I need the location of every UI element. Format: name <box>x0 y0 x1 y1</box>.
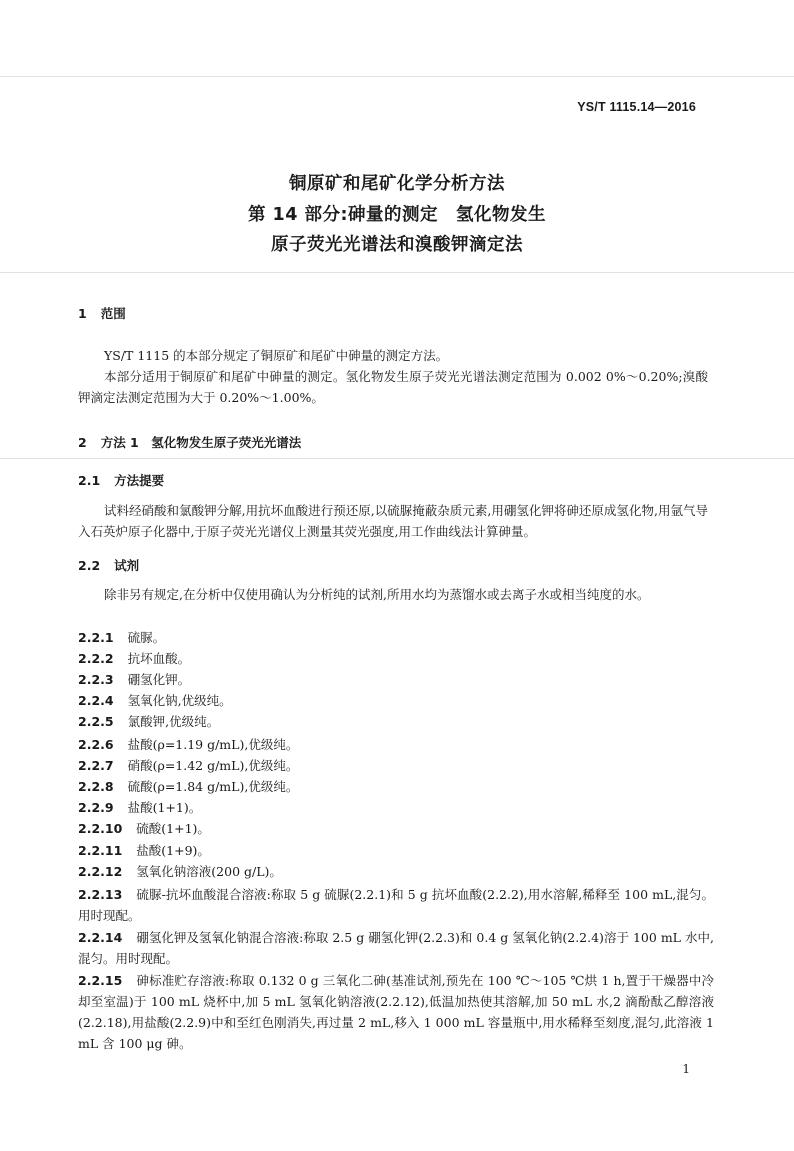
reagent-text: 硼氢化钾及氢氧化钠混合溶液:称取 2.5 g 硼氢化钾(2.2.3)和 0.4 g 氢氧化钠(2.2.4)溶于 100 mL 水中,混匀。用时现配。 <box>78 930 714 966</box>
section-2-1-heading <box>78 471 164 489</box>
section-divider <box>0 458 794 459</box>
reagent-text: 硝酸(ρ=1.42 g/mL),优级纯。 <box>127 758 299 773</box>
reagent-text: 氢氧化钠,优级纯。 <box>127 693 232 708</box>
reagent-item <box>78 776 714 797</box>
title-line-1: 铜原矿和尾矿化学分析方法 <box>289 174 505 194</box>
reagent-number: 2.2.2 <box>78 651 114 666</box>
reagent-item <box>78 970 714 1054</box>
reagent-text: 硫脲-抗坏血酸混合溶液:称取 5 g 硫脲(2.2.1)和 5 g 抗坏血酸(2.2.2),用水溶解,稀释至 100 mL,混匀。用时现配。 <box>78 887 714 923</box>
reagent-item <box>78 669 714 690</box>
reagent-number: 2.2.9 <box>78 800 114 815</box>
reagent-number: 2.2.12 <box>78 864 123 879</box>
reagent-item <box>78 648 714 669</box>
section-number: 1 <box>78 306 87 321</box>
section-2-heading <box>78 433 301 451</box>
reagent-item <box>78 861 714 882</box>
page-number: 1 <box>682 1062 690 1076</box>
title-line-3: 原子荧光光谱法和溴酸钾滴定法 <box>271 235 523 255</box>
reagent-item <box>78 690 714 711</box>
section-title: 范围 <box>100 306 126 321</box>
reagent-text: 盐酸(1+1)。 <box>127 800 202 815</box>
reagent-item <box>78 884 714 926</box>
reagent-number: 2.2.8 <box>78 779 114 794</box>
reagent-number: 2.2.4 <box>78 693 114 708</box>
reagent-number: 2.2.1 <box>78 630 114 645</box>
section-title: 方法提要 <box>114 473 165 488</box>
standard-code: YS/T 1115.14—2016 <box>577 100 696 114</box>
reagent-text: 氢氧化钠溶液(200 g/L)。 <box>136 864 282 879</box>
reagent-item <box>78 797 714 818</box>
reagent-text: 硫脲。 <box>127 630 166 645</box>
reagent-text: 硫酸(1+1)。 <box>136 821 210 836</box>
reagent-item <box>78 927 714 969</box>
reagent-number: 2.2.14 <box>78 930 123 945</box>
section-number: 2.2 <box>78 558 101 573</box>
title-divider <box>0 272 794 273</box>
reagent-number: 2.2.10 <box>78 821 123 836</box>
reagent-text: 硼氢化钾。 <box>127 672 191 687</box>
reagent-text: 盐酸(ρ=1.19 g/mL),优级纯。 <box>127 737 299 752</box>
reagent-number: 2.2.3 <box>78 672 114 687</box>
reagent-text: 砷标准贮存溶液:称取 0.132 0 g 三氧化二砷(基准试剂,预先在 100 ℃～105 ℃烘 1 h,置于干燥器中冷却至室温)于 100 mL 烧杯中,加 5 mL 氢氧化钠溶液(2.2.12),低温加热使其溶解,加 50 mL 水,2 滴酚酞乙醇溶液(2.2.18),用盐酸(2.2.9)中和至红色刚消失,再过量 2 mL,移入 1 000 mL 容量瓶中,用水稀释至刻度,混匀,此溶液 1 mL 含 100 μg 砷。 <box>78 973 714 1051</box>
section-title: 方法 1 氢化物发生原子荧光光谱法 <box>100 435 302 450</box>
reagent-text: 盐酸(1+9)。 <box>136 843 210 858</box>
reagent-text: 硫酸(ρ=1.84 g/mL),优级纯。 <box>127 779 299 794</box>
section-title: 试剂 <box>114 558 140 573</box>
title-line-2: 第 14 部分:砷量的测定 氢化物发生 <box>247 205 547 225</box>
reagent-number: 2.2.15 <box>78 973 123 988</box>
reagent-text: 抗坏血酸。 <box>127 651 191 666</box>
paragraph-scope-2: 本部分适用于铜原矿和尾矿中砷量的测定。氢化物发生原子荧光光谱法测定范围为 0.002 0%～0.20%;溴酸钾滴定法测定范围为大于 0.20%～1.00%。 <box>78 369 708 405</box>
reagent-item <box>78 755 714 776</box>
reagent-item <box>78 734 714 755</box>
reagent-item <box>78 627 714 648</box>
section-number: 2.1 <box>78 473 101 488</box>
reagent-item <box>78 711 714 732</box>
reagent-number: 2.2.6 <box>78 737 114 752</box>
reagent-number: 2.2.5 <box>78 714 114 729</box>
paragraph-method-summary: 试料经硝酸和氯酸钾分解,用抗坏血酸进行预还原,以硫脲掩蔽杂质元素,用硼氢化钾将砷还原成氢化物,用氩气导入石英炉原子化器中,于原子荧光光谱仪上测量其荧光强度,用工作曲线法计算砷量。 <box>78 503 708 539</box>
reagent-number: 2.2.11 <box>78 843 123 858</box>
section-1-heading <box>78 304 126 322</box>
reagent-number: 2.2.13 <box>78 887 123 902</box>
reagent-item <box>78 818 714 839</box>
paragraph-scope-1: YS/T 1115 的本部分规定了铜原矿和尾矿中砷量的测定方法。 <box>104 348 449 363</box>
reagent-item <box>78 840 714 861</box>
section-number: 2 <box>78 435 87 450</box>
paragraph-reagents-intro: 除非另有规定,在分析中仅使用确认为分析纯的试剂,所用水均为蒸馏水或去离子水或相当纯度的水。 <box>104 587 650 602</box>
reagent-text: 氯酸钾,优级纯。 <box>127 714 220 729</box>
reagent-number: 2.2.7 <box>78 758 114 773</box>
top-scan-edge <box>0 76 794 77</box>
section-2-2-heading <box>78 556 139 574</box>
